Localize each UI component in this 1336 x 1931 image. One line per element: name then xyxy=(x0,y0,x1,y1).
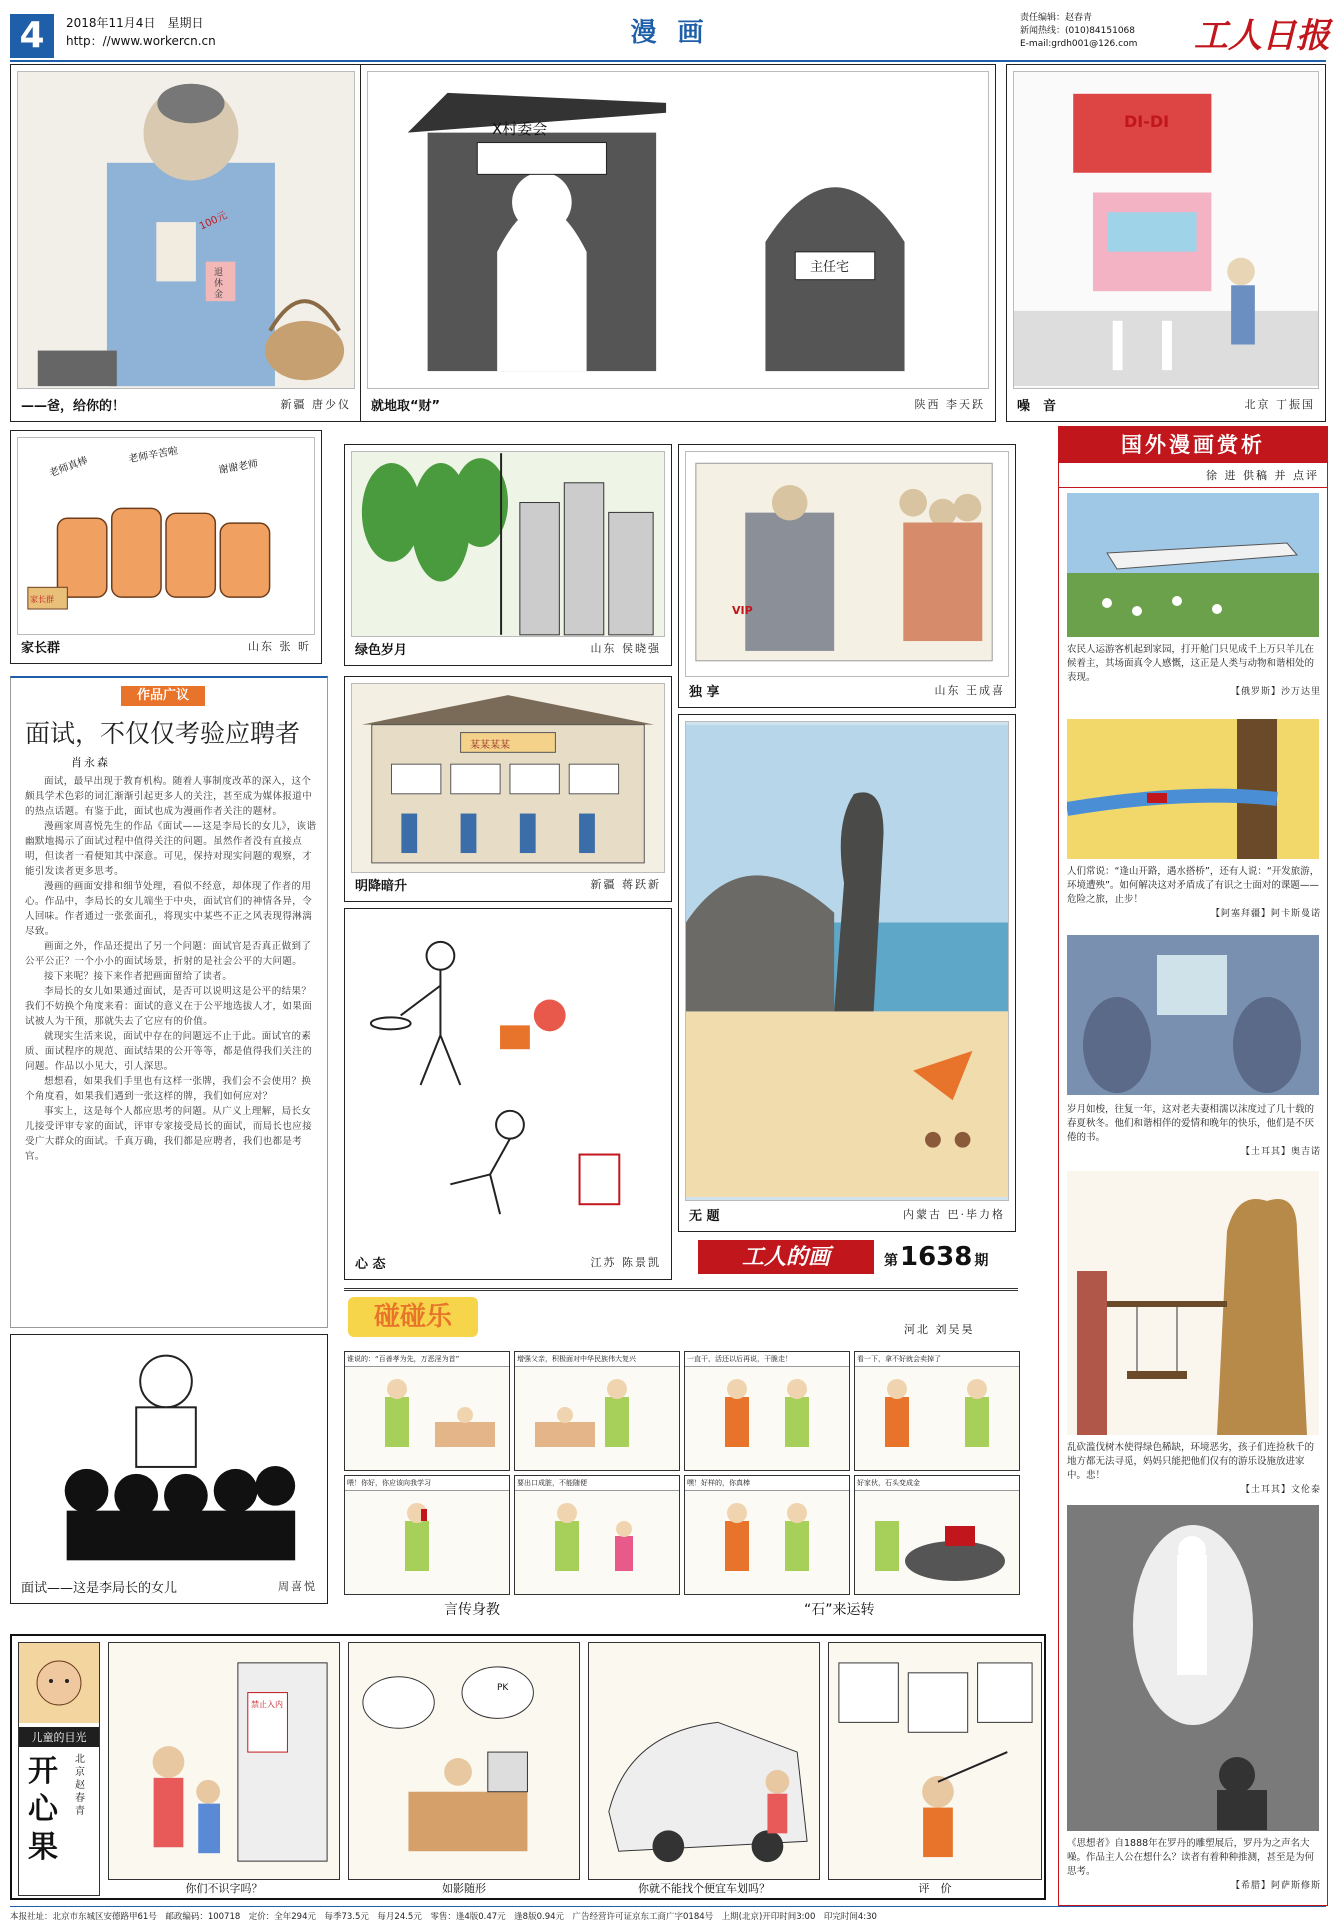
panel-drawing xyxy=(345,1367,509,1467)
foreign-img-3 xyxy=(1067,935,1319,1095)
label-vip: VIP xyxy=(732,604,753,617)
cartoon-art xyxy=(1013,71,1319,389)
bubble: 喂！你好，你应该向我学习 xyxy=(345,1476,509,1491)
cartoon-art xyxy=(351,451,665,637)
strip2-panel-4 xyxy=(854,1475,1020,1595)
sign-parent-group: 家长群 xyxy=(30,595,54,604)
cartoon-art xyxy=(17,71,355,389)
cartoon-author: 新疆 蒋跃新 xyxy=(590,878,661,891)
caption xyxy=(1017,393,1315,415)
column-author: 北京 赵春青 xyxy=(75,1754,85,1817)
foreign-byline: 徐 进 供稿 并 点评 xyxy=(1059,463,1327,488)
cartoon-author: 山东 王成喜 xyxy=(934,684,1005,697)
bubble: 谁说的：“百善孝为先，万恶淫为首” xyxy=(345,1352,509,1367)
section-title: 漫 画 xyxy=(630,18,710,48)
trees-buildings-drawing xyxy=(352,452,664,636)
mindset-drawing xyxy=(351,915,665,1249)
article-paragraph: 想想看，如果我们手里也有这样一张牌，我们会不会使用？换个角度看，如果我们遇到一张这样的牌，我们如何应对？ xyxy=(25,1076,312,1102)
bubble: 看一下，拿不好就会卖掉了 xyxy=(855,1352,1019,1367)
article-paragraph: 李局长的女儿如果通过面试，是否可以说明这是公平的结果？我们不妨换个角度来看：面试的意义在于公平地选拔人才，如果面试被人为干预，那就失去了它应有的价值。 xyxy=(25,986,313,1027)
foreign-credit: 【土耳其】奥吉诺 xyxy=(1240,1147,1321,1157)
caption xyxy=(355,873,661,895)
issue-number: 1638 xyxy=(900,1242,973,1272)
child-face-icon xyxy=(19,1643,99,1723)
foreign-credit: 【俄罗斯】沙万达里 xyxy=(1230,687,1321,697)
foreign-text: 《思想者》自1888年在罗丹的雕塑展后，罗丹为之声名大噪。作品主人公在想什么？读者有着种种推测，甚至是为何思考。 xyxy=(1067,1838,1315,1877)
panel-drawing xyxy=(855,1367,1019,1467)
cartoon-art xyxy=(367,71,989,389)
kids-drawing-3 xyxy=(589,1643,819,1879)
kids-column xyxy=(10,1634,1046,1900)
label-village: X村委会 xyxy=(492,120,548,138)
bubble-thanks: 谢谢老师 xyxy=(217,458,259,477)
column-title: 开心果 xyxy=(28,1754,58,1865)
bubble-great-teacher: 老师真棒 xyxy=(48,455,90,480)
editor-line: 责任编辑：赵春青 xyxy=(1020,13,1093,23)
label-office: 某某某某 xyxy=(470,740,510,751)
cartoon-author: 山东 侯晓强 xyxy=(590,642,661,655)
kids-cartoon-1 xyxy=(108,1642,340,1880)
foreign-credit: 【土耳其】文伦泰 xyxy=(1240,1485,1321,1495)
foreign-img-1 xyxy=(1067,493,1319,637)
panel-drawing xyxy=(515,1367,679,1467)
foreign-img-2 xyxy=(1067,719,1319,859)
cartoon-author: 江苏 陈景凯 xyxy=(590,1256,661,1269)
cartoon-art xyxy=(17,437,315,635)
office-drawing xyxy=(352,684,664,872)
panel-drawing xyxy=(345,1491,509,1591)
cartoon-green-years xyxy=(344,444,672,666)
label-100: 100元 xyxy=(197,210,229,233)
foreign-caption-4 xyxy=(1059,1437,1329,1501)
foreign-title: 国外漫画赏析 xyxy=(1059,427,1327,463)
cartoon-art xyxy=(685,721,1009,1201)
pengpengle-author: 河北 刘吴昊 xyxy=(904,1323,975,1336)
old-man-drawing xyxy=(18,72,354,388)
panel-drawing xyxy=(685,1491,849,1591)
cartoon-title: 明降暗升 xyxy=(355,878,408,894)
label-director-house: 主任宅 xyxy=(810,260,850,275)
caption xyxy=(21,1575,317,1597)
kids-drawing-2 xyxy=(349,1643,579,1879)
cartoon-author: 陕西 李天跃 xyxy=(914,398,985,411)
article-paragraph: 事实上，这是每个人都应思考的问题。从广义上理解，局长女儿接受评审专家的面试，评审专家接受局长的面试，而局长也应接受广大群众的面试。千真万确，我们都是应聘者，我们也都是考官。 xyxy=(25,1106,313,1162)
cartoon-title: 噪 音 xyxy=(1017,398,1057,414)
issue-date: 2018年11月4日 星期日 xyxy=(66,16,204,30)
strip2-panel-2 xyxy=(854,1351,1020,1471)
foreign-credit: 【希腊】阿萨斯修斯 xyxy=(1230,1881,1321,1891)
kids-cartoon-2-title: 如影随形 xyxy=(442,1882,486,1895)
cartoon-village-committee xyxy=(360,64,996,422)
article-paragraph: 面试，最早出现于教育机构。随着人事制度改革的深入，这个颇具学术色彩的词汇渐渐引起更多人的关注，甚至成为媒体报道中的热点话题。有鉴于此，面试也成为漫画作者关注的题材。 xyxy=(25,776,313,817)
site-url[interactable]: http：//www.workercn.cn xyxy=(66,34,216,48)
plane-sheep-drawing xyxy=(1067,493,1319,637)
kids-cartoon-4-title: 评 价 xyxy=(918,1882,952,1895)
foreign-caption-1 xyxy=(1059,639,1329,703)
strip1-panel-4 xyxy=(514,1475,680,1595)
caption xyxy=(689,1203,1005,1225)
issue-suffix: 期 xyxy=(974,1253,989,1269)
bubble: 嘿！好样的，你真棒 xyxy=(685,1476,849,1491)
cartoon-title: 就地取“财” xyxy=(371,398,441,414)
editor-info xyxy=(1020,12,1137,51)
cartoon-art xyxy=(351,915,665,1249)
cartoon-author: 新疆 唐少仪 xyxy=(280,398,351,411)
strip1-panel-3 xyxy=(344,1475,510,1595)
vip-drawing xyxy=(686,452,1008,676)
article-author: 肖永森 xyxy=(71,756,110,769)
cartoon-untitled xyxy=(678,714,1016,1232)
stump-swing-drawing xyxy=(1067,1171,1319,1435)
pengpengle-section xyxy=(344,1288,1018,1622)
article-interview xyxy=(10,676,328,1328)
foreign-cartoons-column xyxy=(1058,426,1328,1906)
kids-cartoon-3 xyxy=(588,1642,820,1880)
footer-info: 本报社址：北京市东城区安德路甲61号 邮政编码：100718 定价：全年294元 每季73.5元 每月24.5元 零售：逢4版0.47元 逢8版0.94元 广告经营许可证京东工商广字0184号 上期(北京)开印时间3:00 印完时间4:30 xyxy=(10,1906,1326,1926)
kids-cartoon-4 xyxy=(828,1642,1042,1880)
strip1-panel-2 xyxy=(514,1351,680,1471)
kids-cartoon-3-title: 你就不能找个便宜车划吗？ xyxy=(638,1882,770,1895)
cartoon-art xyxy=(351,683,665,873)
caption xyxy=(371,393,985,415)
cartoon-art xyxy=(685,451,1009,677)
caption xyxy=(21,635,311,657)
foreign-credit: 【阿塞拜疆】阿卡斯曼诺 xyxy=(1210,909,1321,919)
caption xyxy=(355,1251,661,1273)
bubble: 增强父亲，积极面对中华民族伟大复兴 xyxy=(515,1352,679,1367)
sign-text: 禁止入内 xyxy=(251,1700,283,1709)
foreign-caption-3 xyxy=(1059,1099,1329,1163)
editor-line: 新闻热线：(010)84151068 xyxy=(1020,26,1136,36)
cartoon-interview-daughter xyxy=(10,1334,328,1604)
old-couple-drawing xyxy=(1067,935,1319,1095)
article-title: 面试，不仅仅考验应聘者 xyxy=(25,719,301,748)
foreign-text: 农民人运游客机起到家园，打开舱门只见成千上万只羊儿在候着主，其场面真令人感慨，这正是人类与动物和谐相处的表现。 xyxy=(1067,644,1315,683)
bubble-hard-work: 老师辛苦啦 xyxy=(127,445,179,466)
cartoon-parent-group xyxy=(10,430,322,664)
foreign-caption-5 xyxy=(1059,1833,1329,1897)
article-paragraph: 漫画家周喜悦先生的作品《面试——这是李局长的女儿》，诙谐幽默地揭示了面试过程中值得关注的问题。虽然作者没有直接点明，但读者一看便知其中深意。可见，保持对现实问题的观察，才能引发读者更多思考。 xyxy=(25,821,317,877)
tree-road-drawing xyxy=(1067,719,1319,859)
cartoon-author: 北京 丁振国 xyxy=(1244,398,1315,411)
gate-drawing xyxy=(368,72,988,388)
cartoon-title: 无 题 xyxy=(689,1208,720,1224)
caption xyxy=(355,637,661,659)
caption xyxy=(689,679,1005,701)
page-number: 4 xyxy=(10,14,54,58)
issue-number-block xyxy=(884,1242,988,1272)
strip2-panel-1 xyxy=(684,1351,850,1471)
cartoon-author: 山东 张 昕 xyxy=(248,640,311,653)
cartoon-noise xyxy=(1006,64,1326,422)
foreign-text: 人们常说：“逢山开路，遇水搭桥”，还有人说：“开发旅游，环境遭殃”。如何解决这对矛盾成了有识之士面对的课题——危险之旅，止步！ xyxy=(1067,866,1320,905)
label-pension: 退休金 xyxy=(214,268,224,300)
article-paragraph: 接下来呢？接下来作者把画面留给了读者。 xyxy=(44,971,233,982)
workers-painting-logo: 工人的画 xyxy=(698,1240,874,1274)
strip1-panel-1 xyxy=(344,1351,510,1471)
cartoon-title: 心 态 xyxy=(355,1256,386,1272)
pollution-drawing xyxy=(686,722,1008,1200)
strip1-title: 言传身教 xyxy=(444,1602,500,1618)
cartoon-title: ——爸，给你的！ xyxy=(21,398,126,414)
panel-drawing xyxy=(685,1367,849,1467)
sign-text: PK xyxy=(497,1683,509,1693)
cartoon-title: 家长群 xyxy=(21,640,61,656)
strip2-title: “石”来运转 xyxy=(804,1602,875,1618)
kids-cartoon-1-title: 你们不识字吗？ xyxy=(185,1882,263,1895)
column-label: 儿童的目光 xyxy=(19,1727,99,1747)
cartoon-author: 内蒙古 巴·毕力格 xyxy=(903,1208,1005,1221)
foreign-text: 乱砍滥伐树木使得绿色稀缺，环境恶劣，孩子们连捡秋千的地方都无法寻觅，妈妈只能把他们仅有的游乐设施放进家中。悲！ xyxy=(1067,1442,1315,1481)
cartoon-art xyxy=(17,1341,321,1573)
newspaper-logo: 工人日报 xyxy=(1194,16,1330,56)
cartoon-hidden-rise xyxy=(344,676,672,902)
cartoon-title: 独 享 xyxy=(689,684,720,700)
bubble: 要出口成脏，不能随便 xyxy=(515,1476,679,1491)
caption xyxy=(21,393,351,415)
pengpengle-title: 碰碰乐 xyxy=(348,1297,478,1337)
article-paragraph: 就现实生活来说，面试中存在的问题远不止于此。面试官的素质、面试程序的规范、面试结果的公开等等，都是值得我们关注的问题。作品以小见大，引人深思。 xyxy=(25,1031,313,1072)
panel-drawing xyxy=(855,1491,1019,1591)
issue-date-block xyxy=(66,14,216,50)
article-paragraph: 漫画的画面安排和细节处理，看似不经意，却体现了作者的用心。作品中，李局长的女儿端坐于中央，面试官们的神情各异，令人回味。作者通过一张张面孔，将现实中某些不正之风表现得淋漓尽致。 xyxy=(25,881,313,937)
bubble: 好家伙，石头变成金 xyxy=(855,1476,1019,1491)
kids-drawing-4 xyxy=(829,1643,1041,1879)
cartoon-dad-pension xyxy=(10,64,362,422)
editor-line: E-mail:grdh001@126.com xyxy=(1020,39,1138,49)
article-paragraph: 画面之外，作品还提出了另一个问题：面试官是否真正做到了公平公正？一个小小的面试场景，折射的是社会公平的大问题。 xyxy=(25,941,312,967)
cartoon-exclusive xyxy=(678,444,1016,708)
thinker-drawing xyxy=(1067,1505,1319,1831)
cartoon-mindset xyxy=(344,908,672,1280)
column-label-box xyxy=(18,1642,100,1896)
cartoon-title: 绿色岁月 xyxy=(355,642,408,658)
interview-drawing xyxy=(17,1341,321,1573)
foreign-img-5 xyxy=(1067,1505,1319,1831)
foreign-text: 岁月如梭，往复一年，这对老夫妻相濡以沫度过了几十载的春夏秋冬。他们和谐相伴的爱情和晚年的快乐，他们是不厌倦的书。 xyxy=(1067,1104,1315,1143)
issue-prefix: 第 xyxy=(884,1253,898,1269)
foreign-caption-2 xyxy=(1059,861,1329,925)
header-rule xyxy=(10,60,1326,62)
foreign-img-4 xyxy=(1067,1171,1319,1435)
article-body xyxy=(25,774,317,1322)
kids-cartoon-2 xyxy=(348,1642,580,1880)
cartoon-title: 面试——这是李局长的女儿 xyxy=(21,1580,178,1596)
bubble: 一直干，活还以后再说，干脆走！ xyxy=(685,1352,849,1367)
kids-drawing-1 xyxy=(109,1643,339,1879)
panel-drawing xyxy=(515,1491,679,1591)
cartoon-author: 周喜悦 xyxy=(278,1580,317,1593)
label-didi: DI-DI xyxy=(1124,112,1170,131)
strip2-panel-3 xyxy=(684,1475,850,1595)
article-tag: 作品广议 xyxy=(121,686,205,706)
